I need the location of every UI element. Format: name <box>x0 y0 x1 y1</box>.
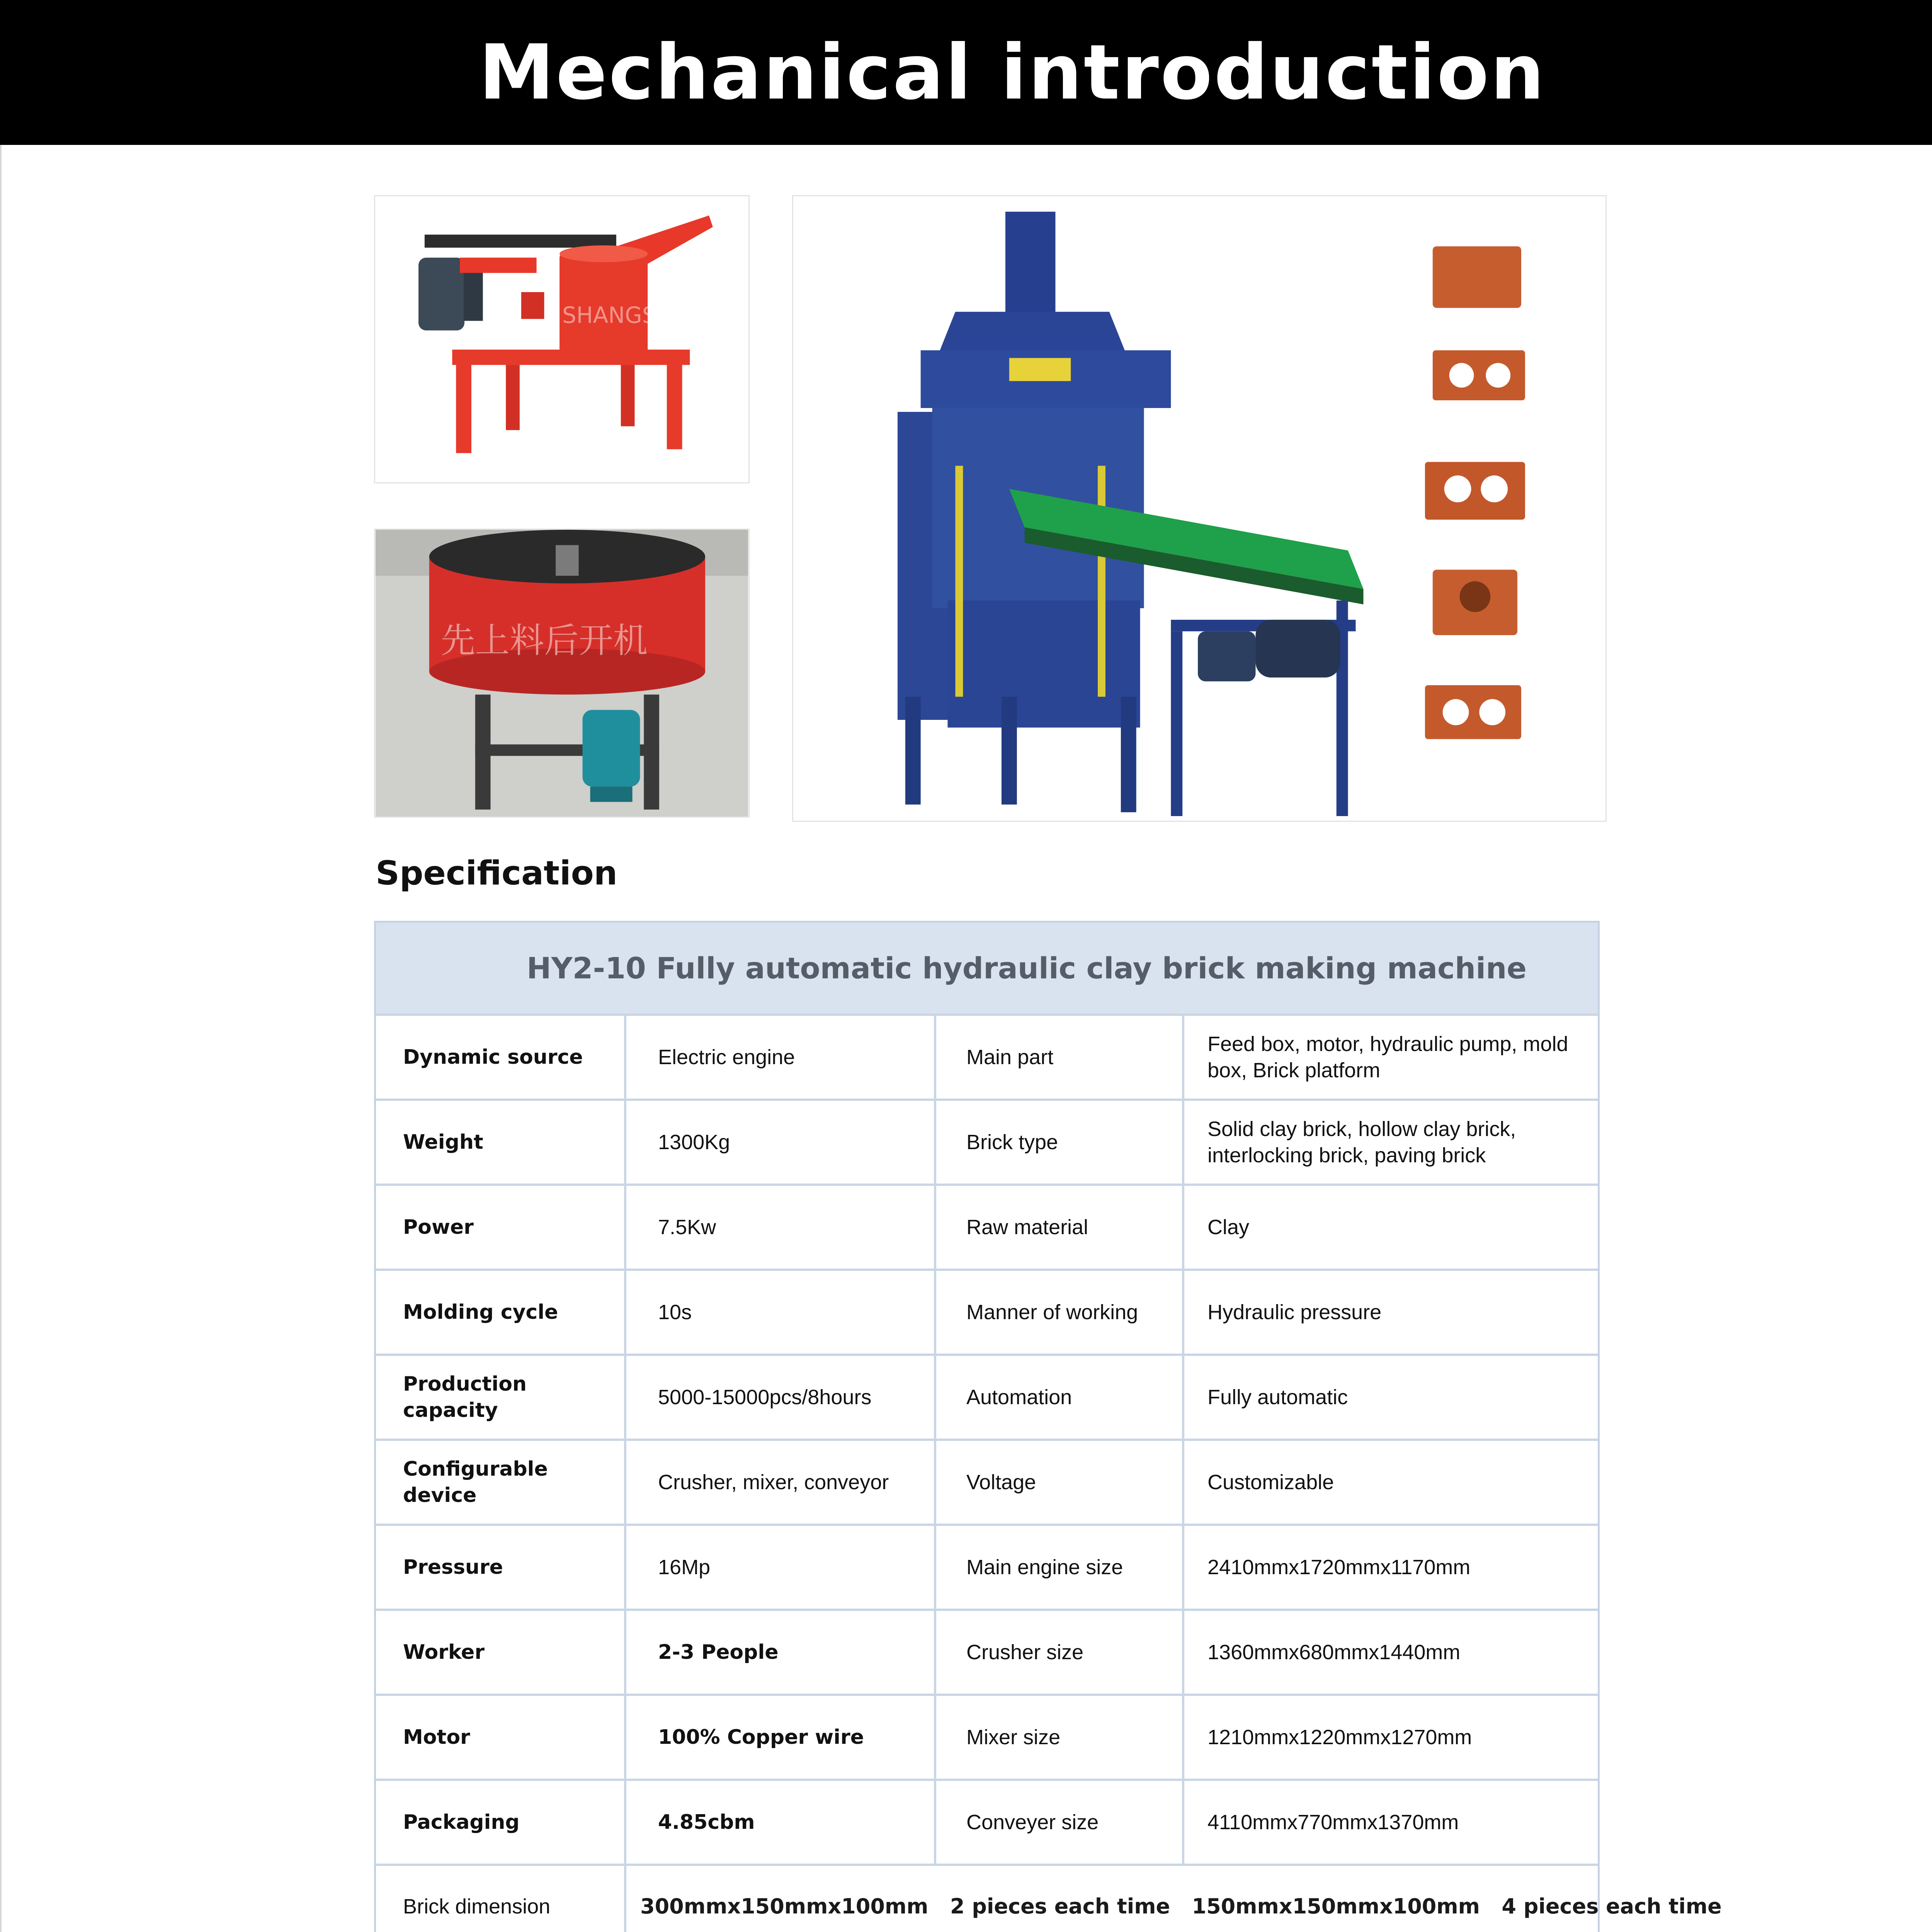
spec-label: Dynamic source <box>403 1046 583 1069</box>
spec-label: Main engine size <box>934 1526 1182 1609</box>
spec-label: Weight <box>403 1131 483 1154</box>
spec-value: 1210mmx1220mmx1270mm <box>1182 1696 1598 1779</box>
mixer-illustration <box>375 530 748 816</box>
spec-label: Power <box>403 1216 474 1239</box>
spec-label: Worker <box>403 1641 485 1664</box>
header-bar <box>0 0 1932 145</box>
frame-left <box>0 145 2 1932</box>
spec-value: 4.85cbm <box>624 1781 934 1864</box>
section-title-specification: Specification <box>376 854 617 893</box>
specification-table <box>374 921 1722 1932</box>
table-row <box>376 1099 1598 1184</box>
spec-value: 7.5Kw <box>624 1186 934 1269</box>
main-machine-image <box>792 195 1607 822</box>
table-row <box>376 1269 1598 1354</box>
main-machine-illustration <box>793 196 1605 821</box>
table-row <box>376 1354 1598 1439</box>
spec-value: Customizable <box>1182 1441 1598 1524</box>
spec-value: 2410mmx1720mmx1170mm <box>1182 1526 1598 1609</box>
spec-label: Raw material <box>934 1186 1182 1269</box>
spec-label: Conveyer size <box>934 1781 1182 1864</box>
spec-label: Brick type <box>934 1101 1182 1184</box>
crusher-watermark: SHANGSHI <box>562 302 680 328</box>
table-row <box>376 1694 1598 1779</box>
spec-value: 10s <box>624 1271 934 1354</box>
spec-value: 2-3 People <box>624 1611 934 1694</box>
spec-value: 1360mmx680mmx1440mm <box>1182 1611 1598 1694</box>
spec-value: 4110mmx770mmx1370mm <box>1182 1781 1598 1864</box>
crusher-image <box>374 195 750 483</box>
spec-value: Fully automatic <box>1182 1356 1598 1439</box>
spec-value: Electric engine <box>624 1016 934 1099</box>
spec-value: Crusher, mixer, conveyor <box>624 1441 934 1524</box>
spec-value: 300mmx150mmx100mm 2 pieces each time 150mmx150mmx100mm 4 pieces each time <box>624 1866 1598 1932</box>
table-row <box>376 1439 1598 1524</box>
spec-value: 5000-15000pcs/8hours <box>624 1356 934 1439</box>
table-row <box>376 1184 1598 1269</box>
table-row <box>376 1609 1598 1694</box>
spec-label: Brick dimension <box>403 1895 551 1918</box>
spec-label: Manner of working <box>934 1271 1182 1354</box>
table-row <box>376 1779 1598 1864</box>
spec-label: Packaging <box>403 1811 520 1834</box>
spec-label: Mixer size <box>934 1696 1182 1779</box>
spec-value: Feed box, motor, hydraulic pump, mold box, Brick platform <box>1182 1016 1598 1099</box>
spec-label: Molding cycle <box>403 1301 558 1324</box>
spec-value: Solid clay brick, hollow clay brick, interlocking brick, paving brick <box>1182 1101 1598 1184</box>
spec-value: 1300Kg <box>624 1101 934 1184</box>
spec-label: Production capacity <box>403 1372 527 1422</box>
table-title: HY2-10 Fully automatic hydraulic clay brick making machine <box>527 951 1527 985</box>
table-header <box>376 923 1598 1014</box>
spec-value: Hydraulic pressure <box>1182 1271 1598 1354</box>
mixer-image <box>374 529 750 818</box>
spec-label: Motor <box>403 1726 470 1749</box>
spec-label: Crusher size <box>934 1611 1182 1694</box>
table-row-brick-dimension <box>376 1864 1722 1932</box>
spec-label: Main part <box>934 1016 1182 1099</box>
spec-value: 16Mp <box>624 1526 934 1609</box>
mixer-watermark: 先上料后开机 <box>440 621 648 661</box>
table-row <box>376 1014 1598 1099</box>
spec-label: Pressure <box>403 1556 503 1579</box>
spec-label: Voltage <box>934 1441 1182 1524</box>
crusher-illustration <box>375 196 748 482</box>
page-title: Mechanical introduction <box>479 28 1546 117</box>
spec-label: Automation <box>934 1356 1182 1439</box>
spec-value: Clay <box>1182 1186 1598 1269</box>
spec-value: 100% Copper wire <box>624 1696 934 1779</box>
table-row <box>376 1524 1598 1609</box>
spec-label: Configurable device <box>403 1458 548 1507</box>
